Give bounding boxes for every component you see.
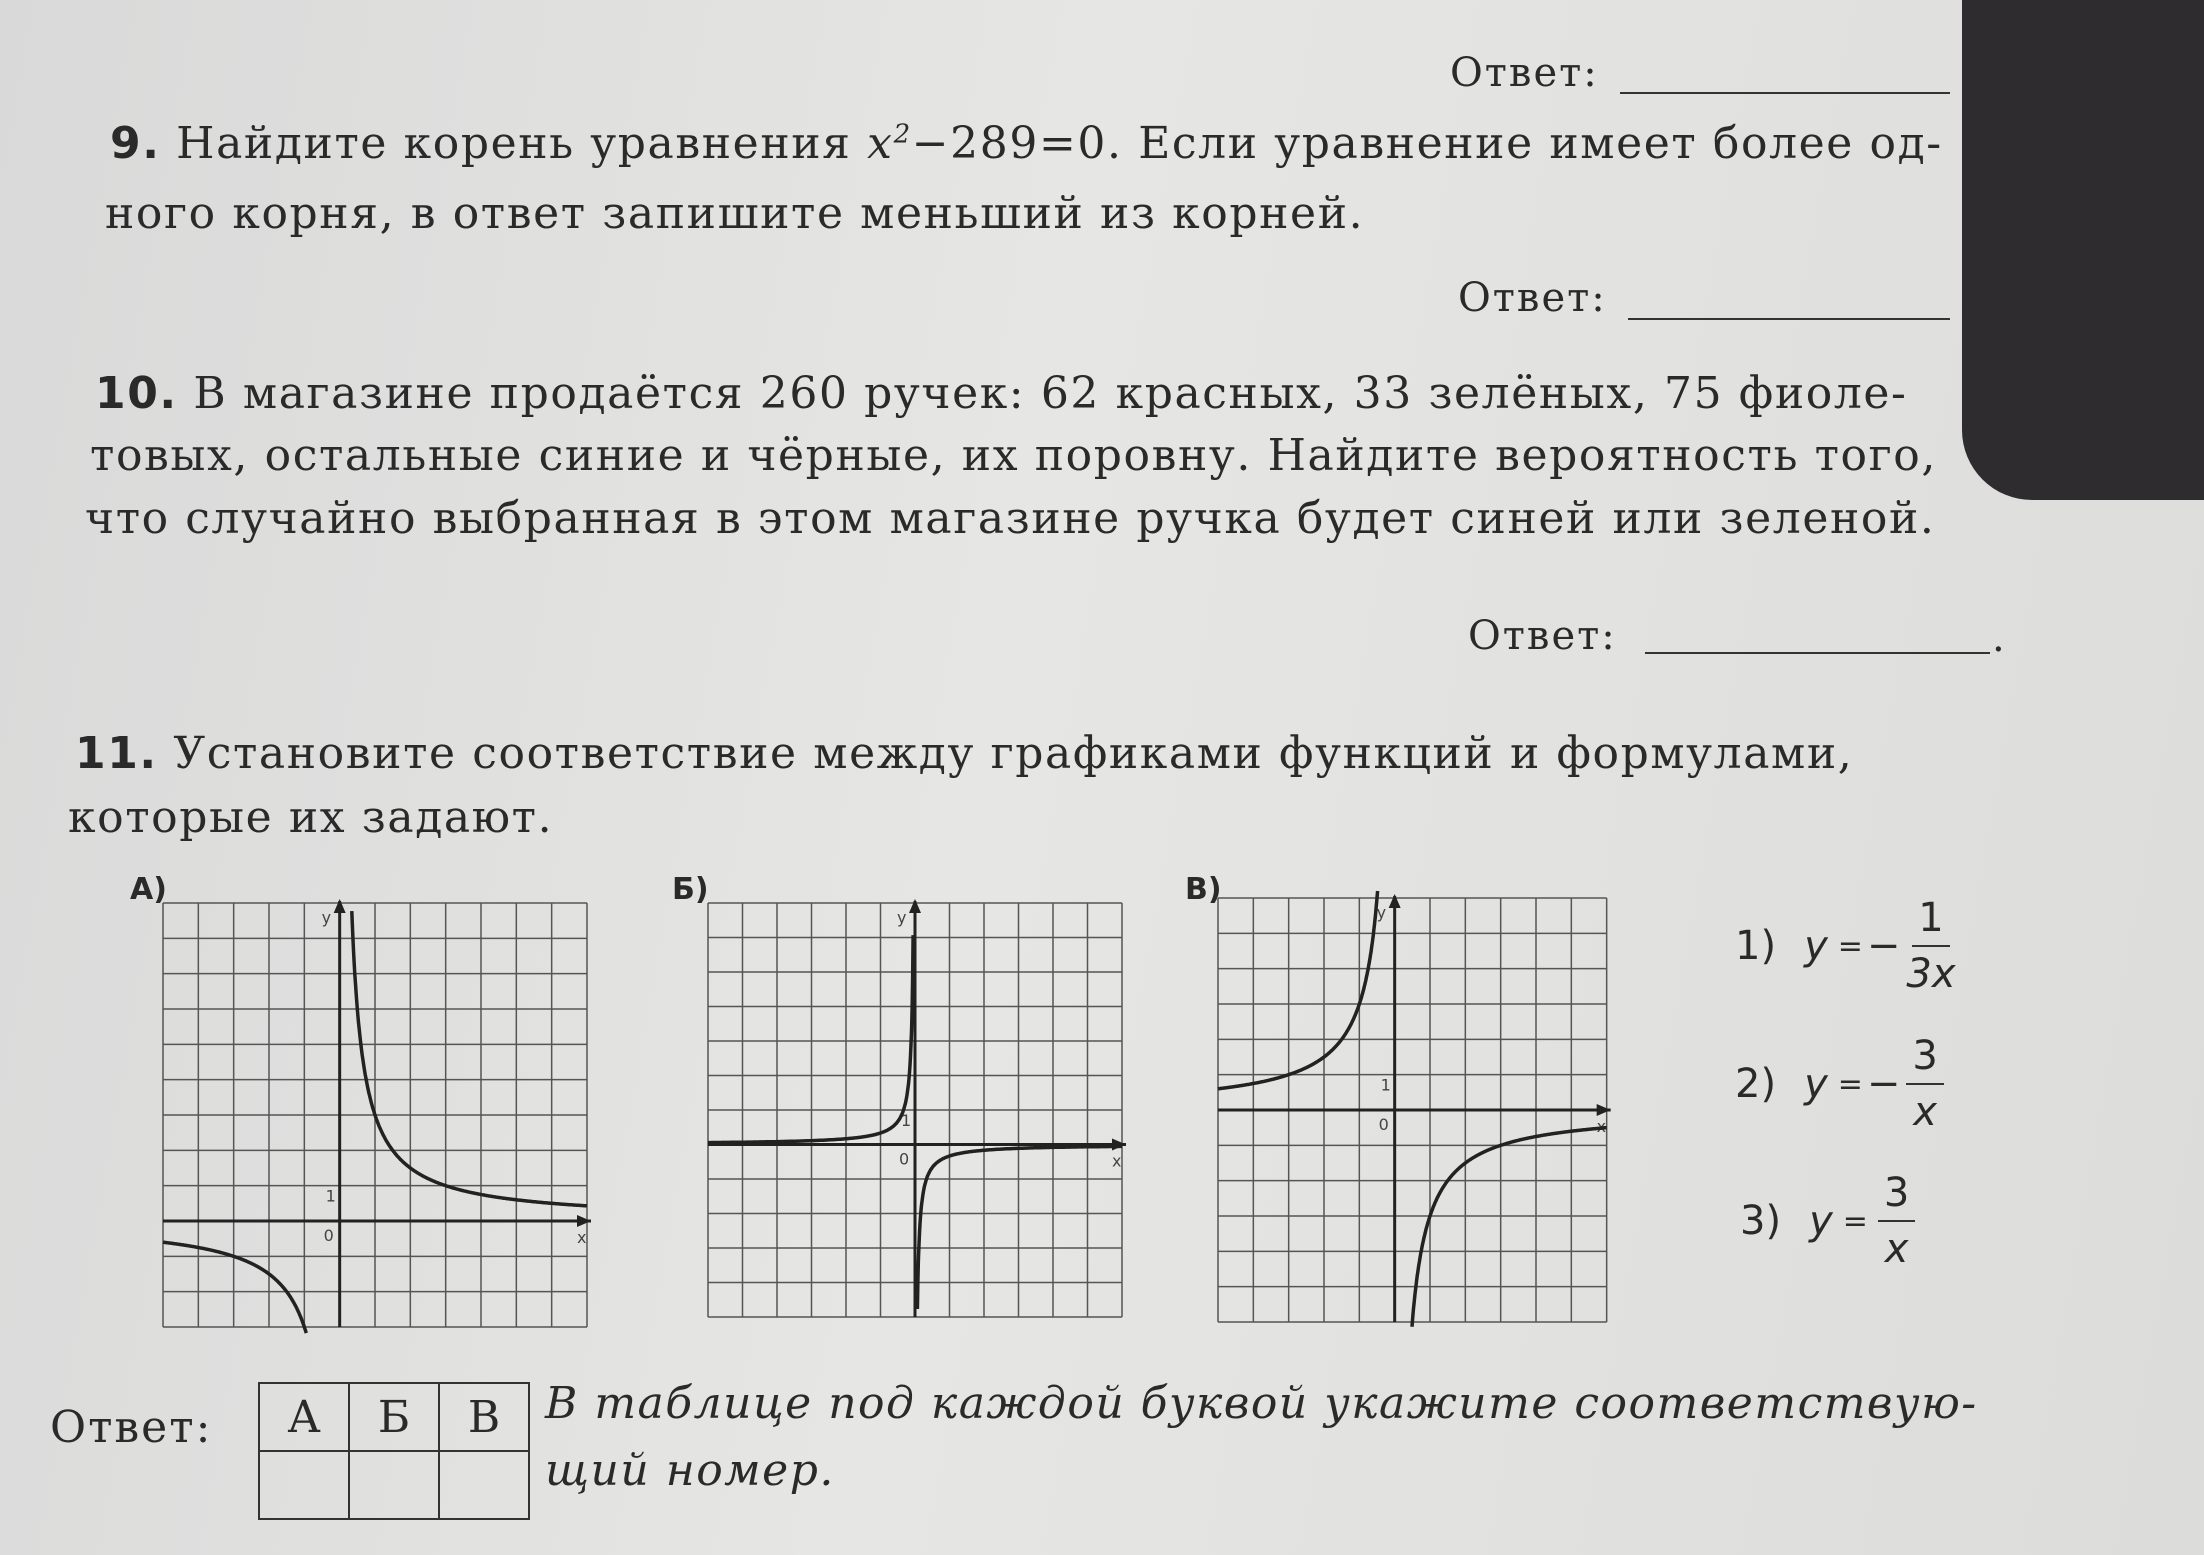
answer-field-10[interactable] <box>1645 652 1990 654</box>
formula-1-denominator: 3x <box>1906 951 1956 997</box>
task11-line2: которые их задают. <box>68 792 554 843</box>
answer-table-header-v: В <box>439 1383 529 1451</box>
hyperbola-branch-left <box>708 935 913 1143</box>
origin-label: 0 <box>1378 1115 1389 1134</box>
answer-field-8[interactable] <box>1620 92 1950 94</box>
task11-line1 <box>75 728 1853 779</box>
answer-table <box>258 1382 530 1520</box>
graph-b-letter: Б) <box>672 872 709 907</box>
task10-line1-text: В магазине продаётся 260 ручек: 62 красных, 33 зелёных, 75 фиоле- <box>193 368 1908 419</box>
answer-cell-a[interactable] <box>259 1451 349 1519</box>
task9-number: 9. <box>110 118 161 169</box>
answer-period-10: . <box>1992 615 2007 661</box>
origin-label: 0 <box>899 1149 910 1169</box>
formula-2 <box>1735 1033 1944 1135</box>
answer-table-header-a: А <box>259 1383 349 1451</box>
y-axis-label: y <box>321 908 332 927</box>
answer-table-header-row <box>259 1383 529 1451</box>
unit-label: 1 <box>325 1186 336 1206</box>
graph-v-letter: В) <box>1185 872 1222 907</box>
answer-field-9[interactable] <box>1628 318 1950 320</box>
formula-1-fraction <box>1906 895 1955 997</box>
table-note-line2: щий номер. <box>545 1445 835 1496</box>
equation-exp: 2 <box>893 119 912 150</box>
formula-3-eq: = <box>1842 1203 1868 1239</box>
task11-number: 11. <box>75 728 158 779</box>
formula-3-lhs: y <box>1809 1198 1833 1244</box>
formula-2-numerator: 3 <box>1906 1033 1943 1085</box>
x-axis-label: x <box>577 1228 587 1247</box>
answer-cell-v[interactable] <box>439 1451 529 1519</box>
formula-3-numerator: 3 <box>1878 1170 1915 1222</box>
task9-text-after: . Если уравнение имеет более од- <box>1107 118 1943 169</box>
x-axis-label: x <box>1112 1151 1122 1171</box>
unit-label: 1 <box>901 1111 912 1130</box>
formula-1-eq: = <box>1837 928 1863 964</box>
y-axis-label: y <box>897 908 907 927</box>
x-axis-arrow-icon <box>1597 1104 1611 1116</box>
x-axis-label: x <box>1596 1117 1607 1136</box>
table-note-line1: В таблице под каждой буквой укажите соответствую- <box>545 1378 1978 1429</box>
task9-line1 <box>110 118 1943 169</box>
answer-table-input-row <box>259 1451 529 1519</box>
y-axis-arrow-icon <box>334 899 346 913</box>
task10-number: 10. <box>95 368 178 419</box>
y-axis-arrow-icon <box>909 899 921 913</box>
formula-2-lhs: y <box>1804 1061 1828 1107</box>
formula-1-lhs: y <box>1804 923 1828 969</box>
formula-2-sign: − <box>1866 1061 1901 1107</box>
graph-a-letter: А) <box>130 872 167 907</box>
origin-label: 0 <box>323 1226 334 1245</box>
x-axis-arrow-icon <box>1112 1139 1126 1151</box>
formula-3-denominator: x <box>1884 1226 1909 1272</box>
formula-3-label: 3) <box>1740 1198 1782 1244</box>
graph-a <box>155 895 625 1335</box>
formula-3 <box>1740 1170 1915 1272</box>
formula-2-fraction <box>1906 1033 1943 1135</box>
answer-label-9: Ответ: <box>1458 275 1607 321</box>
formula-1-label: 1) <box>1735 923 1777 969</box>
task10-line3: что случайно выбранная в этом магазине ручка будет синей или зеленой. <box>85 493 1936 544</box>
y-axis-label: y <box>1376 903 1387 922</box>
y-axis-arrow-icon <box>1389 894 1401 908</box>
formula-2-denominator: x <box>1913 1089 1937 1135</box>
answer-cell-b[interactable] <box>349 1451 439 1519</box>
formula-2-eq: = <box>1837 1066 1863 1102</box>
graph-v <box>1210 890 1640 1330</box>
x-axis-arrow-icon <box>577 1215 591 1227</box>
task10-line1 <box>95 368 1908 419</box>
answer-table-header-b: Б <box>349 1383 439 1451</box>
formula-1-numerator: 1 <box>1912 895 1949 947</box>
equation-base: x <box>867 118 894 169</box>
formula-2-label: 2) <box>1735 1061 1777 1107</box>
task9-text-before: Найдите корень уравнения <box>176 118 852 169</box>
task11-line1-text: Установите соответствие между графиками функций и формулами, <box>173 728 1854 779</box>
task10-line2: товых, остальные синие и чёрные, их поровну. Найдите вероятность того, <box>90 430 1937 481</box>
formula-1-sign: − <box>1866 923 1901 969</box>
answer-label-11: Ответ: <box>50 1402 213 1453</box>
formula-3-fraction <box>1878 1170 1915 1272</box>
hyperbola-branch-left <box>1218 891 1378 1089</box>
graph-b <box>700 895 1140 1325</box>
hyperbola-branch-right <box>1412 1128 1607 1327</box>
hyperbola-branch-right <box>917 1146 1122 1309</box>
answer-label-8: Ответ: <box>1450 50 1599 96</box>
task9-equation <box>867 118 1107 169</box>
formula-1 <box>1735 895 1956 997</box>
equation-rest: −289=0 <box>911 118 1108 169</box>
unit-label: 1 <box>1380 1075 1391 1095</box>
finger-shadow <box>1962 0 2204 500</box>
task9-line2: ного корня, в ответ запишите меньший из корней. <box>105 188 1365 239</box>
answer-label-10: Ответ: <box>1468 613 1617 659</box>
